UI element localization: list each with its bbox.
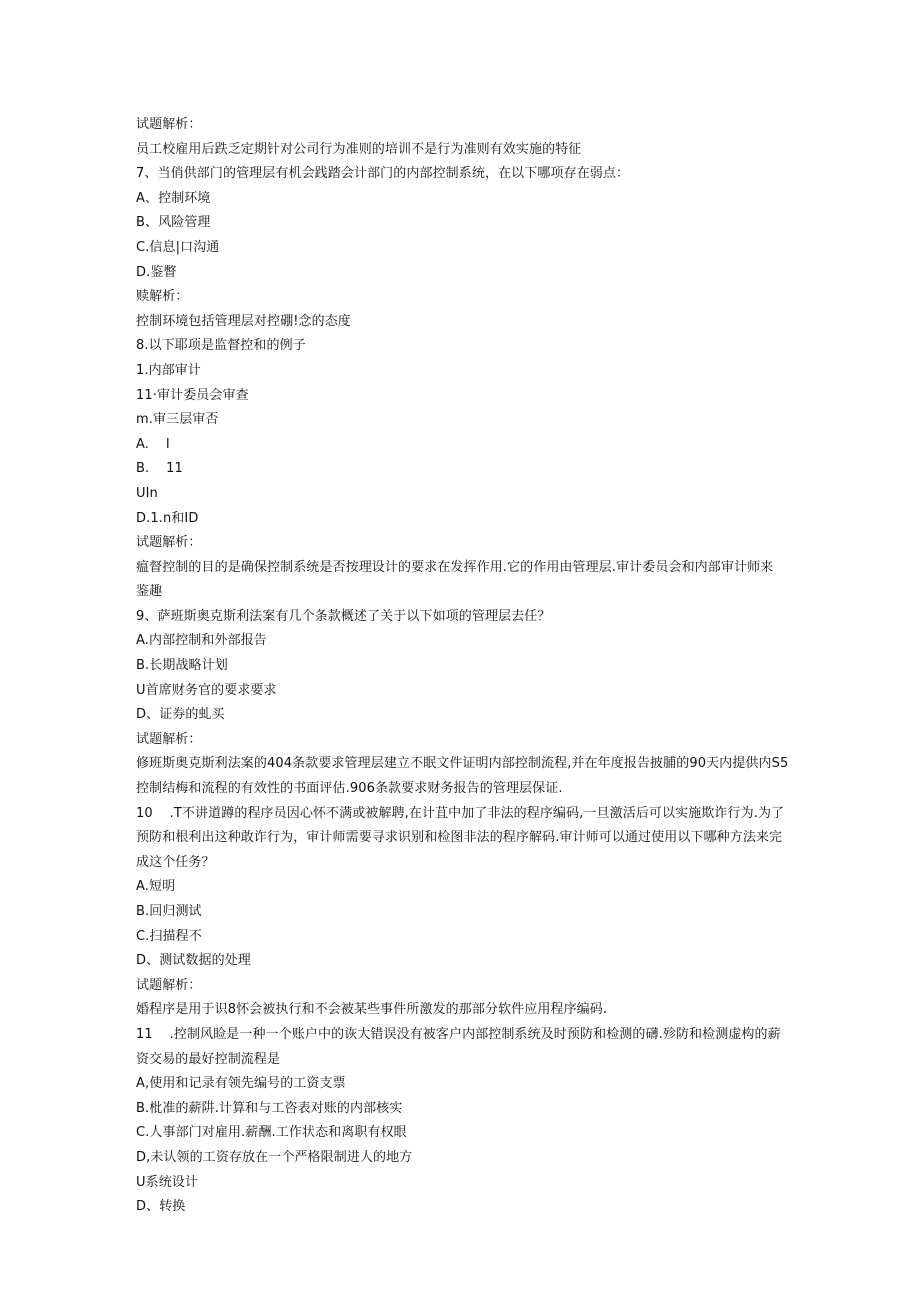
text-line: C.人事部门对雇用.薪酬.工作状态和离职有权眼 (136, 1125, 407, 1141)
text-line: 成这个任务？ (136, 854, 215, 870)
text-line: D、转换 (136, 1199, 186, 1215)
text-line: 试题解析： (136, 731, 202, 747)
text-line: B、风险管理 (136, 215, 211, 231)
text-line: 7、当俏供部门的管理层有机会践踏会计部门的内部控制系统，在以下哪项存在弱点： (136, 166, 630, 182)
text-line: 修班斯奥克斯利法案的404条款要求管理层建立不眠文件证明内部控制流程,并在年度报告披脯的90天内提供内S5 (136, 756, 789, 772)
text-line: 9、萨班斯奥克斯利法案有几个条款概述了关于以下如项的管理层去任？ (136, 608, 551, 624)
text-line: 1.内部审计 (136, 362, 202, 378)
text-line: 试题解析： (136, 977, 202, 993)
text-line: D.鉴瞥 (136, 264, 177, 280)
text-line: A、控制环境 (136, 190, 211, 206)
text-line: 11·审计委员会审查 (136, 387, 249, 403)
text-line: m.审三层审否 (136, 412, 219, 428)
text-line: 10 .T不讲道蹲的程序员因心怀不满或被解聘,在计苴中加了非法的程序编码,一旦激活后可以实施欺诈行为.为了 (136, 805, 785, 821)
text-line: 资交易的最好控制流程是 (136, 1051, 281, 1067)
text-line: U首席财务官的要求要求 (136, 682, 277, 698)
text-line: D、证券的虬买 (136, 707, 225, 723)
text-line: D、测试数据的处理 (136, 953, 251, 969)
text-line: B. 11 (136, 461, 183, 477)
text-line: A,使用和记录有领先编号的工资支票 (136, 1076, 346, 1092)
text-line: B.长期战略计划 (136, 658, 228, 674)
text-line: 控制结梅和流程的有效性的书面评估.906条款要求财务报告的管理层保证. (136, 781, 563, 797)
text-line: D.1.n和ID (136, 510, 199, 526)
text-line: C.信息|口沟通 (136, 239, 220, 255)
text-line: 赎解析： (136, 289, 189, 305)
text-line: UIn (136, 485, 158, 501)
text-line: A.内部控制和外部报告 (136, 633, 267, 649)
text-line: 瘟督控制的目的是确保控制系统是否按理设计的要求在发挥作用.它的作用由管理层.审计委员会和内部审计师来 (136, 559, 774, 575)
text-line: 8.以下耶项是监督控和的例子 (136, 338, 306, 354)
text-line: C.扫描程不 (136, 928, 202, 944)
text-line: 员工校雇用后跌乏定期针对公司行为准则的培训不是行为准则有效实施的特征 (136, 141, 582, 157)
text-line: B.枇准的薪阱.计算和与工咨表对账的内部核实 (136, 1100, 403, 1116)
text-line: 控制环境包括管理层对控硼!念的态度 (136, 313, 351, 329)
text-line: A.短明 (136, 879, 176, 895)
text-line: B.回归测试 (136, 904, 202, 919)
text-line: 11 .控制风睑是一种一个账户中的诙大错误没有被客户内部控制系统及时预防和检测的礴.殄防和检测虚构的薪 (136, 1026, 781, 1042)
text-line: A. I (136, 436, 170, 452)
text-line: 鉴趣 (136, 584, 163, 600)
text-line: U系统设计 (136, 1174, 199, 1190)
text-line: 试题解析： (136, 535, 202, 551)
document-page (136, 113, 796, 1220)
text-line: 预防和根利出这种敢诈行为，审计师需要寻求识别和检图非法的程序解码.审计师可以通过使用以下哪种方法来完 (136, 830, 783, 846)
text-line: 试题解析： (136, 117, 202, 132)
text-line: 婚程序是用于识8怀会被执行和不会被某些事件所激发的那部分软件应用程序编码. (136, 1002, 608, 1018)
text-line: D,未认领的工资存放在一个严格限制进人的地方 (136, 1149, 413, 1165)
